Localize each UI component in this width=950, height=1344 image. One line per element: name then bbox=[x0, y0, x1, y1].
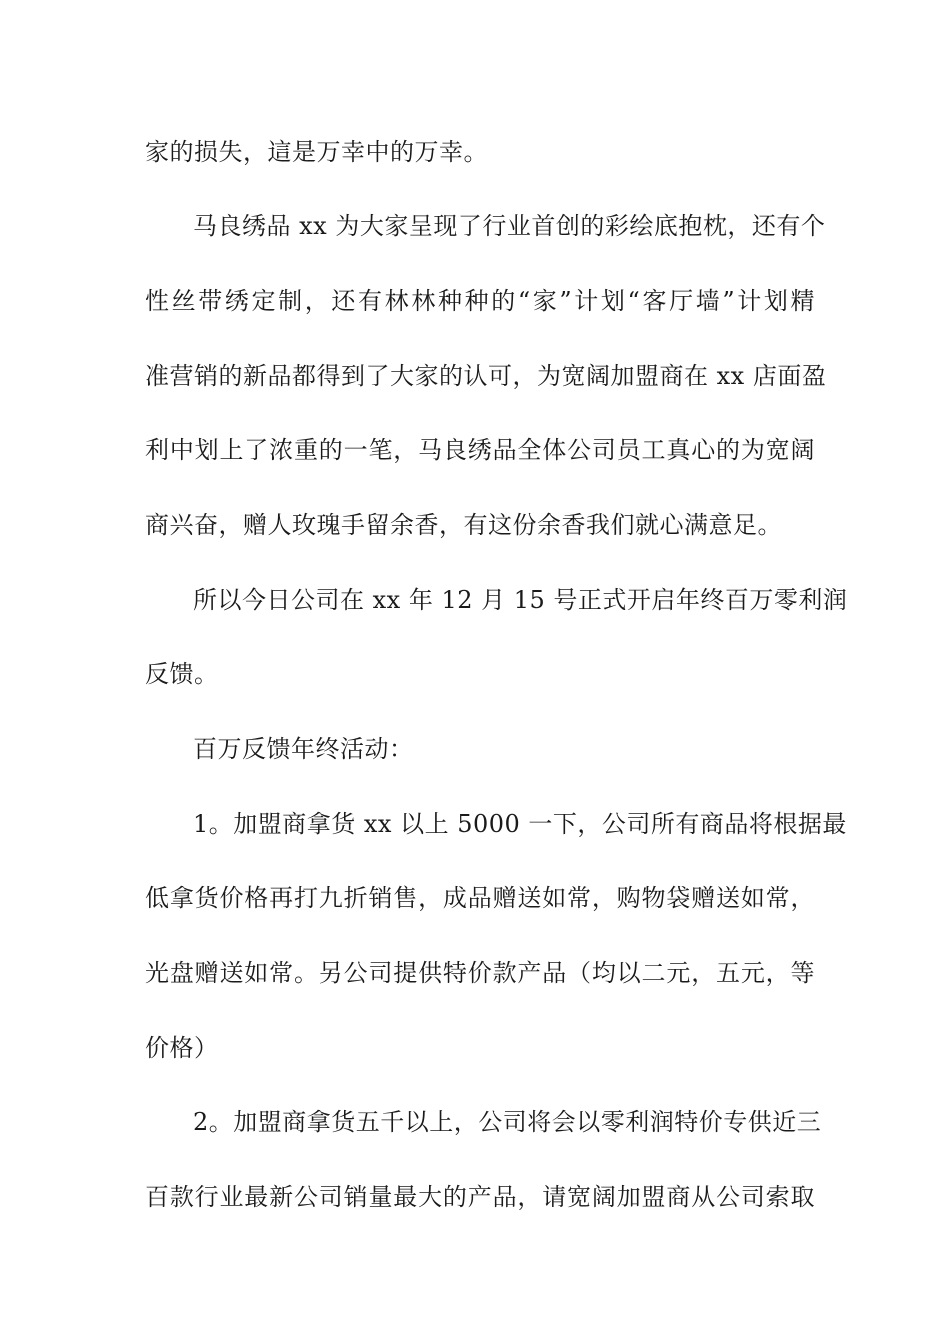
text-line-8: 反馈。 bbox=[145, 660, 219, 688]
text-line-3: 性丝带绣定制，还有林林种种的“家”计划“客厅墙”计划精 bbox=[145, 287, 815, 315]
text-line-4: 准营销的新品都得到了大家的认可，为宽阔加盟商在 xx 店面盈 bbox=[145, 362, 827, 390]
text-line-5: 利中划上了浓重的一笔，马良绣品全体公司员工真心的为宽阔 bbox=[145, 436, 815, 464]
text-line-1: 家的损失，這是万幸中的万幸。 bbox=[145, 138, 488, 166]
text-line-6: 商兴奋，赠人玫瑰手留余香，有这份余香我们就心满意足。 bbox=[145, 511, 782, 539]
text-line-12: 光盘赠送如常。另公司提供特价款产品（均以二元，五元，等 bbox=[145, 959, 815, 987]
text-line-11: 低拿货价格再打九折销售，成品赠送如常，购物袋赠送如常， bbox=[145, 884, 815, 912]
text-line-14: 2。加盟商拿货五千以上，公司将会以零利润特价专供近三 bbox=[193, 1108, 822, 1136]
text-line-7: 所以今日公司在 xx 年 12 月 15 号正式开启年终百万零利润 bbox=[193, 586, 848, 614]
text-line-9: 百万反馈年终活动： bbox=[193, 735, 414, 763]
text-line-13: 价格） bbox=[145, 1034, 219, 1062]
text-line-10: 1。加盟商拿货 xx 以上 5000 一下，公司所有商品将根据最 bbox=[193, 810, 847, 838]
text-line-2: 马良绣品 xx 为大家呈现了行业首创的彩绘底抱枕，还有个 bbox=[193, 212, 826, 240]
text-line-15: 百款行业最新公司销量最大的产品，请宽阔加盟商从公司索取 bbox=[145, 1183, 815, 1211]
